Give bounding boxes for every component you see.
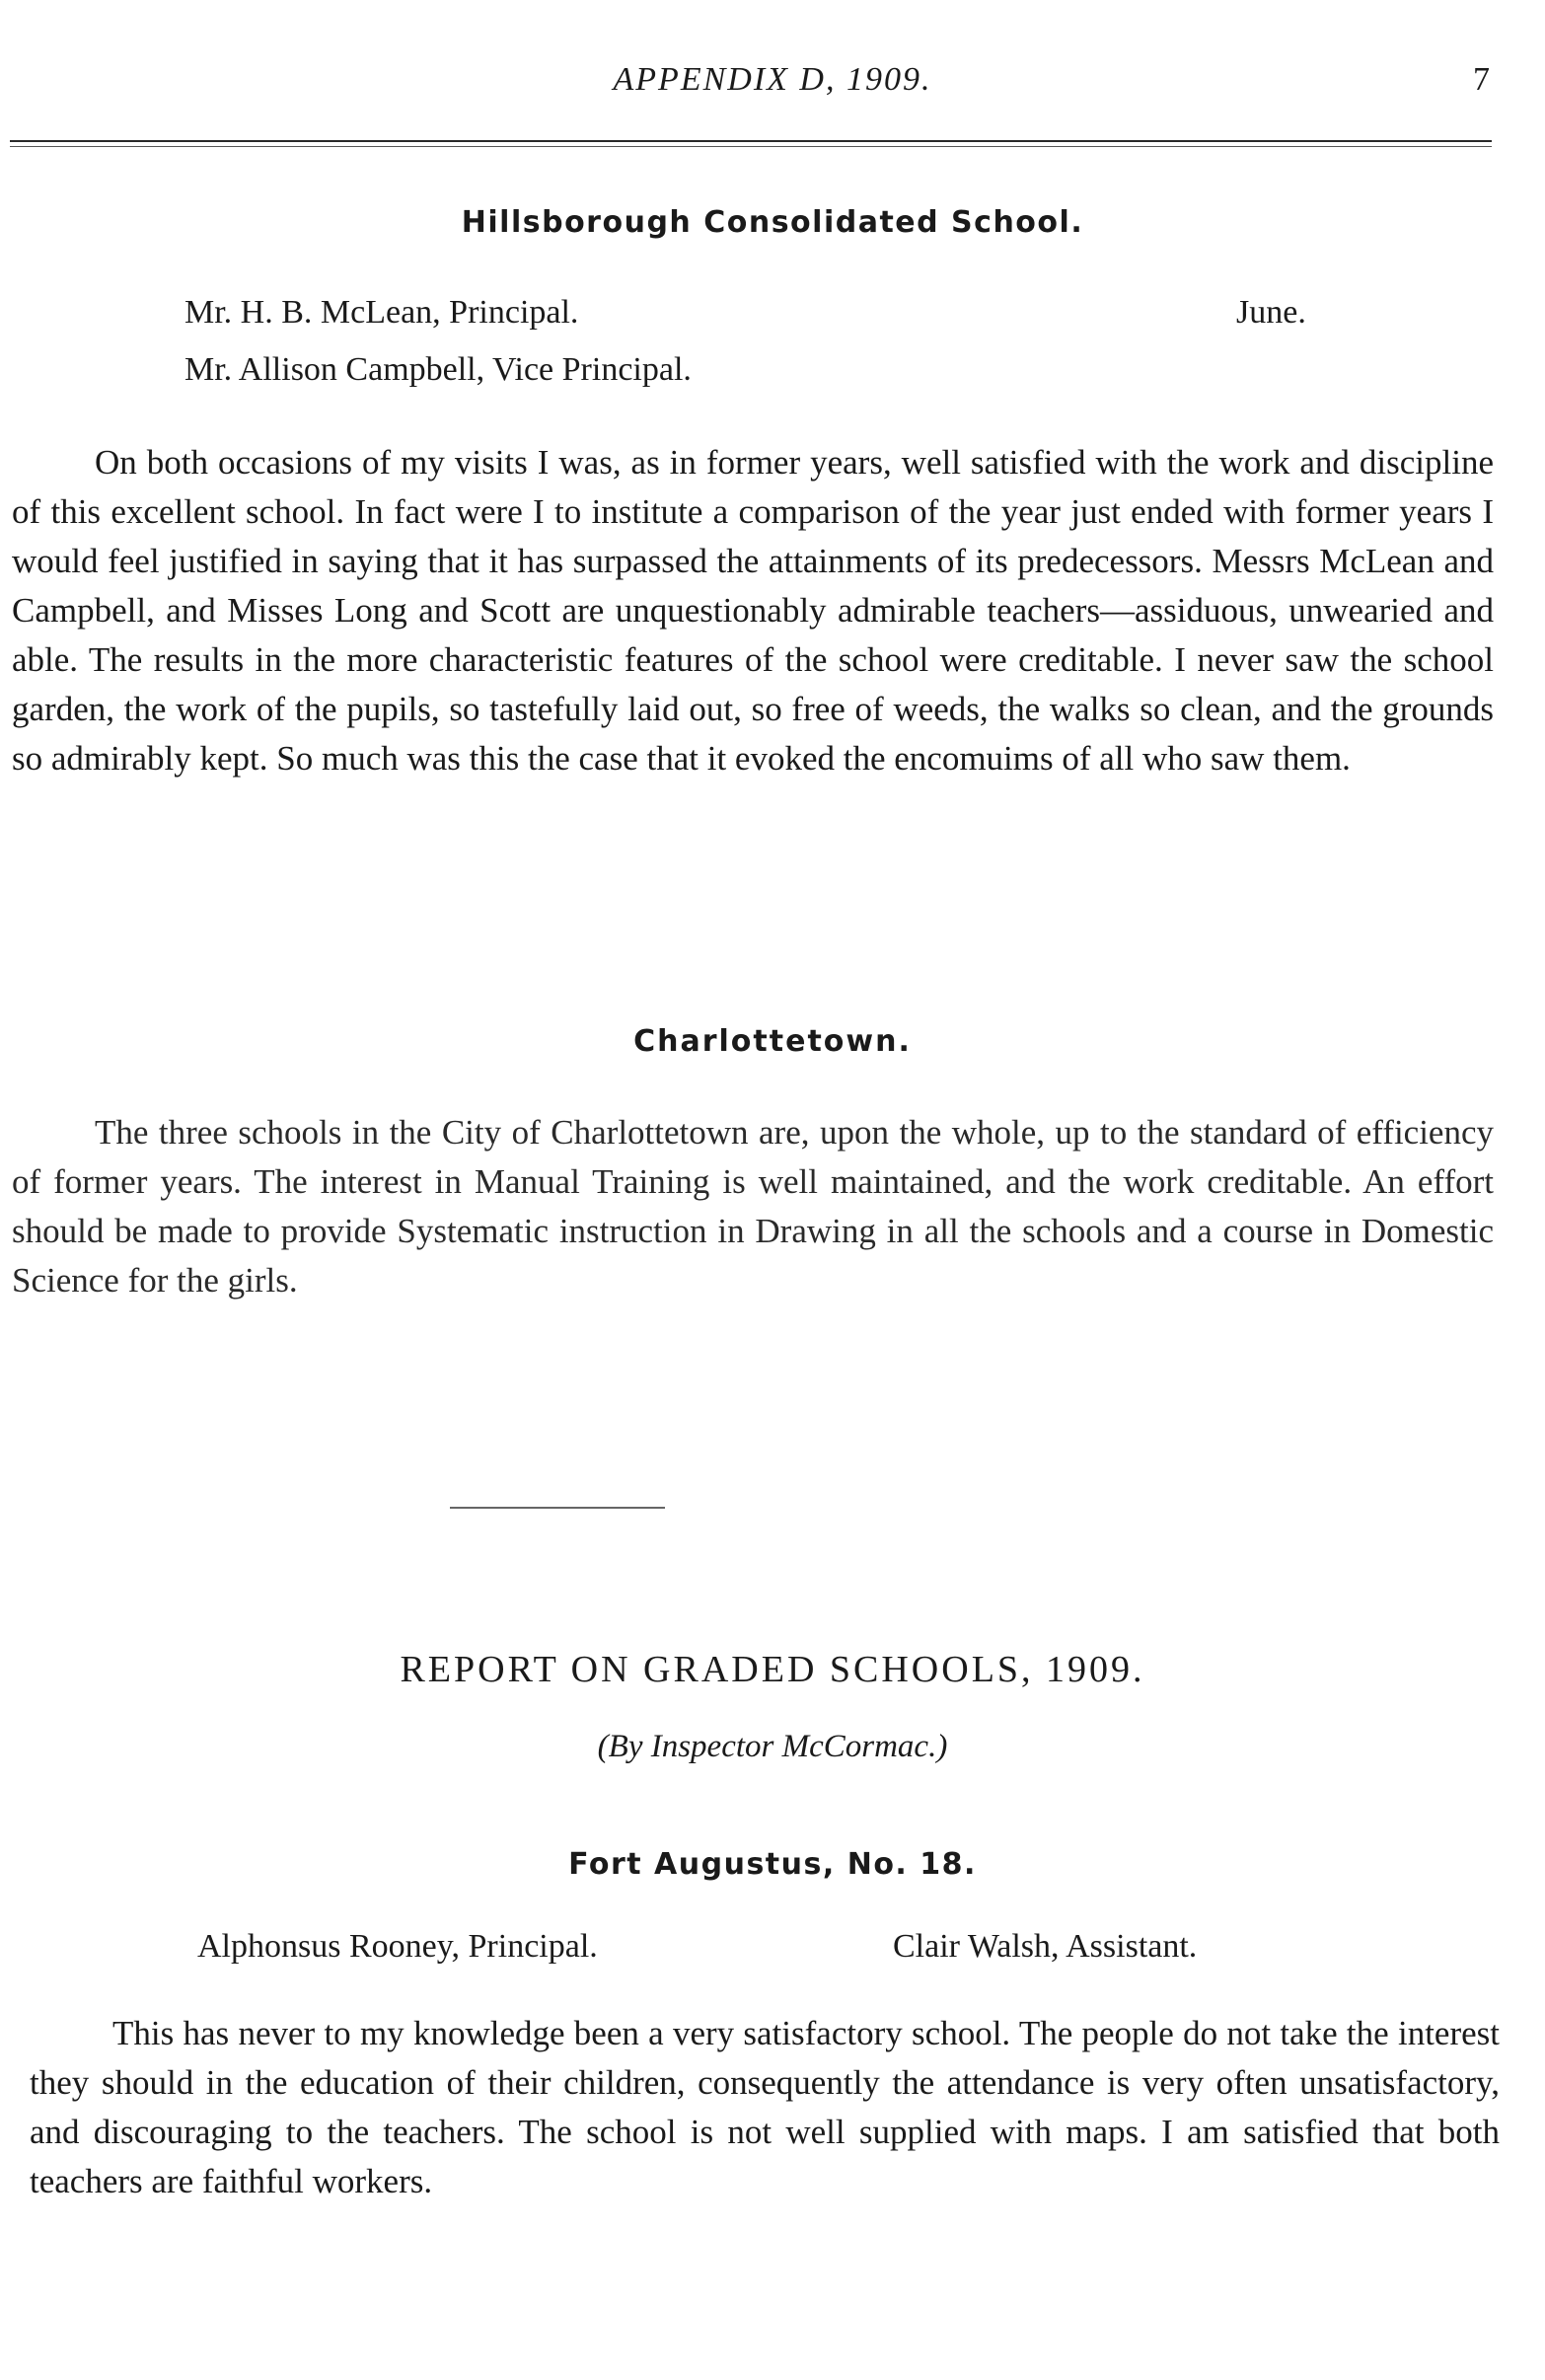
charlottetown-paragraph: The three schools in the City of Charlottetown are, upon the whole, up to the standard of efficiency of former years. The interest in Manual Training is well maintained, and the work creditable. An effort should be made to provide Systematic instruction in Drawing in all the schools and a course in Domestic Science for the girls. [12,1113,1494,1300]
running-title: APPENDIX D, 1909. [613,61,932,98]
fort-augustus-assistant: Clair Walsh, Assistant. [893,1928,1198,1965]
fort-augustus-principal: Alphonsus Rooney, Principal. [197,1928,598,1965]
hillsborough-month: June. [1236,294,1306,331]
hillsborough-vice-principal: Mr. Allison Campbell, Vice Principal. [184,351,692,388]
page-number: 7 [1473,61,1490,98]
report-title: REPORT ON GRADED SCHOOLS, 1909. [400,1649,1145,1690]
hillsborough-heading: Hillsborough Consolidated School. [461,205,1084,240]
hillsborough-paragraph: On both occasions of my visits I was, as in former years, well satisfied with the work and discipline of this excellent school. In fact were I to institute a comparison of the year just ended with former years I would feel justified in saying that it has surpassed the attainments of its predecessors. Messrs McLean and Campbell, and Misses Long and Scott are unquestionably admirable teachers—assiduous, unwearied and able. The results in the more characteristic features of the school were creditable. I never saw the school garden, the work of the pupils, so tastefully laid out, so free of weeds, the walks so clean, and the grounds so admirably kept. So much was this the case that it evoked the encomuims of all who saw them. [12,443,1494,778]
charlottetown-heading: Charlottetown. [633,1024,912,1059]
running-head [0,61,1545,112]
section-divider [450,1507,665,1509]
header-rule [10,140,1492,142]
header-rule-thin [10,146,1492,147]
report-byline: (By Inspector McCormac.) [597,1729,948,1764]
fort-augustus-heading: Fort Augustus, No. 18. [568,1847,977,1882]
hillsborough-principal: Mr. H. B. McLean, Principal. [184,294,579,331]
fort-augustus-paragraph: This has never to my knowledge been a very satisfactory school. The people do not take the interest they should in the education of their children, consequently the attendance is very often unsatisfactory, and discouraging to the teachers. The school is not well supplied with maps. I am satisfied that both teachers are faithful workers. [30,2014,1500,2200]
